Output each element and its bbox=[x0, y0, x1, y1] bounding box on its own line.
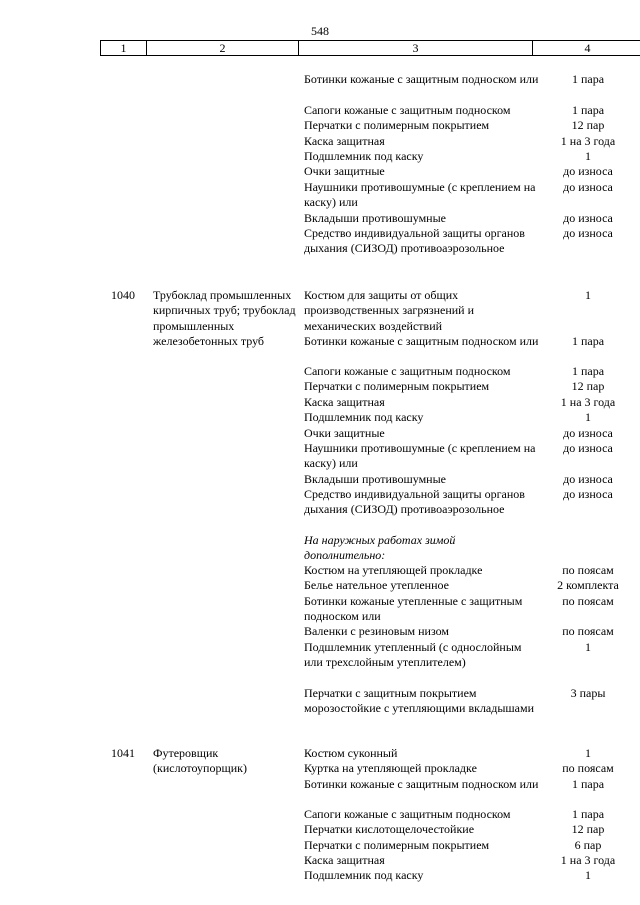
item-qty: 12 пар bbox=[571, 379, 605, 393]
item-qty: 3 пары bbox=[570, 686, 606, 700]
row-number: 1040 bbox=[111, 288, 135, 302]
item-qty: 12 пар bbox=[571, 118, 605, 132]
header-col-3: 3 bbox=[299, 41, 533, 56]
item-name: Перчатки с полимерным покрытием bbox=[304, 838, 490, 852]
item-qty: до износа bbox=[563, 472, 613, 486]
item-qty: 6 пар bbox=[574, 838, 602, 852]
item-name: Костюм суконный bbox=[304, 746, 398, 760]
item-qty: 1 пара bbox=[571, 103, 605, 117]
row-number: 1041 bbox=[111, 746, 135, 760]
header-col-4: 4 bbox=[584, 41, 591, 55]
item-qty: 1 пара bbox=[571, 364, 605, 378]
item-qty: 1 bbox=[585, 410, 591, 424]
item-name: Перчатки с полимерным покрытием bbox=[304, 379, 490, 393]
item-qty: до износа bbox=[563, 487, 613, 501]
item-qty: 1 bbox=[585, 868, 591, 882]
header-col-1: 1 bbox=[101, 41, 147, 56]
header-col-2: 2 bbox=[147, 41, 299, 56]
item-name: Перчатки с полимерным покрытием bbox=[304, 118, 490, 132]
item-name: Сапоги кожаные с защитным подноском bbox=[304, 364, 511, 378]
item-name: Наушники противошумные (с креплением на каску) или bbox=[304, 180, 536, 210]
item-name: Каска защитная bbox=[304, 853, 385, 867]
item-name: Наушники противошумные (с креплением на каску) или bbox=[304, 441, 536, 471]
item-name: Подшлемник под каску bbox=[304, 410, 424, 424]
item-name: Очки защитные bbox=[304, 426, 385, 440]
item-qty: 1 на 3 года bbox=[560, 853, 616, 867]
item-name: Средство индивидуальной защиты органов дыхания (СИЗОД) противоаэрозольное bbox=[304, 226, 525, 256]
item-name: Белье нательное утепленное bbox=[304, 578, 449, 592]
item-name: Каска защитная bbox=[304, 134, 385, 148]
item-qty: 1 пара bbox=[571, 807, 605, 821]
item-name: Ботинки кожаные с защитным подноском или bbox=[304, 334, 539, 348]
item-qty: до износа bbox=[563, 180, 613, 194]
item-qty: 1 bbox=[585, 149, 591, 163]
item-qty: 12 пар bbox=[571, 822, 605, 836]
item-name: Костюм на утепляющей прокладке bbox=[304, 563, 483, 577]
item-qty: по поясам bbox=[562, 563, 614, 577]
item-name: Ботинки кожаные с защитным подноском или bbox=[304, 777, 539, 791]
item-qty: 1 на 3 года bbox=[560, 134, 616, 148]
item-name: Подшлемник под каску bbox=[304, 149, 424, 163]
profession-name: Футеровщик (кислотоупорщик) bbox=[153, 746, 247, 776]
profession-name: Трубоклад промышленных кирпичных труб; трубоклад промышленных железобетонных труб bbox=[153, 288, 296, 348]
item-name: Ботинки кожаные утепленные с защитным подноском или bbox=[304, 594, 523, 624]
item-qty: 1 пара bbox=[571, 72, 605, 86]
item-name: Очки защитные bbox=[304, 164, 385, 178]
item-name: Вкладыши противошумные bbox=[304, 472, 446, 486]
item-name: Валенки с резиновым низом bbox=[304, 624, 450, 638]
item-qty: 2 комплекта bbox=[557, 578, 619, 592]
item-qty: 1 пара bbox=[571, 334, 605, 348]
item-note: На наружных работах зимой дополнительно: bbox=[304, 533, 456, 563]
item-name: Средство индивидуальной защиты органов дыхания (СИЗОД) противоаэрозольное bbox=[304, 487, 525, 517]
item-name: Сапоги кожаные с защитным подноском bbox=[304, 807, 511, 821]
item-name: Сапоги кожаные с защитным подноском bbox=[304, 103, 511, 117]
item-name: Каска защитная bbox=[304, 395, 385, 409]
item-qty: до износа bbox=[563, 164, 613, 178]
item-qty: по поясам bbox=[562, 594, 614, 608]
item-qty: 1 bbox=[585, 640, 591, 654]
item-qty: до износа bbox=[563, 426, 613, 440]
item-name: Вкладыши противошумные bbox=[304, 211, 446, 225]
item-name: Перчатки с защитным покрытием морозостойкие с утепляющими вкладышами bbox=[304, 686, 535, 716]
item-qty: по поясам bbox=[562, 624, 614, 638]
item-qty: по поясам bbox=[562, 761, 614, 775]
item-name: Куртка на утепляющей прокладке bbox=[304, 761, 477, 775]
table-header bbox=[100, 40, 640, 56]
item-name: Перчатки кислотощелочестойкие bbox=[304, 822, 475, 836]
page-number: 548 bbox=[311, 24, 329, 38]
item-qty: 1 bbox=[585, 746, 591, 760]
item-name: Костюм для защиты от общих производственных загрязнений и механических воздействий bbox=[304, 288, 475, 333]
item-name: Подшлемник под каску bbox=[304, 868, 424, 882]
item-qty: 1 пара bbox=[571, 777, 605, 791]
item-name: Ботинки кожаные с защитным подноском или bbox=[304, 72, 539, 86]
item-qty: до износа bbox=[563, 226, 613, 240]
item-qty: 1 на 3 года bbox=[560, 395, 616, 409]
item-qty: до износа bbox=[563, 441, 613, 455]
item-qty: 1 bbox=[585, 288, 591, 302]
item-name: Подшлемник утепленный (с однослойным или трехслойным утеплителем) bbox=[304, 640, 522, 670]
item-qty: до износа bbox=[563, 211, 613, 225]
